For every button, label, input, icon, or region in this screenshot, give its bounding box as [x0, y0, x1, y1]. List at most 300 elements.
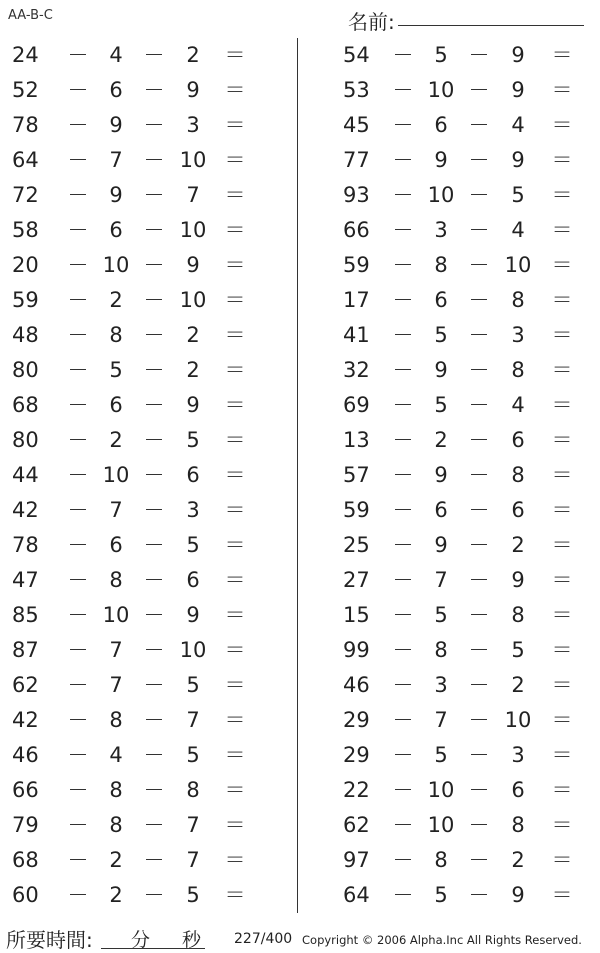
subtrahend-1: 2: [109, 428, 123, 452]
minus-sign: －: [468, 638, 490, 662]
minus-sign: －: [468, 253, 490, 277]
minuend: 59: [343, 253, 370, 277]
subtrahend-2: 2: [186, 358, 200, 382]
minus-sign: －: [67, 708, 89, 732]
equals-sign: ＝: [224, 673, 246, 697]
problem-row: [325, 843, 595, 878]
problem-row: [325, 808, 595, 843]
minus-sign: －: [67, 883, 89, 907]
minus-sign: －: [67, 498, 89, 522]
minuend: 64: [12, 148, 39, 172]
subtrahend-1: 9: [109, 183, 123, 207]
minus-sign: －: [468, 778, 490, 802]
minus-sign: －: [143, 848, 165, 872]
equals-sign: ＝: [551, 78, 573, 102]
minus-sign: －: [468, 113, 490, 137]
minus-sign: －: [392, 533, 414, 557]
minus-sign: －: [392, 183, 414, 207]
minus-sign: －: [392, 113, 414, 137]
minuend: 53: [343, 78, 370, 102]
name-field[interactable]: [398, 25, 584, 26]
minuend: 24: [12, 43, 39, 67]
subtrahend-2: 9: [511, 148, 525, 172]
minuend: 99: [343, 638, 370, 662]
minuend: 58: [12, 218, 39, 242]
minus-sign: －: [143, 393, 165, 417]
minus-sign: －: [143, 778, 165, 802]
subtrahend-2: 10: [504, 253, 532, 277]
column-divider: [297, 38, 298, 913]
subtrahend-1: 9: [434, 463, 448, 487]
minus-sign: －: [143, 358, 165, 382]
problem-row: [325, 143, 595, 178]
problem-row: [325, 738, 595, 773]
minus-sign: －: [392, 638, 414, 662]
subtrahend-2: 8: [186, 778, 200, 802]
problem-row: [325, 73, 595, 108]
minuend: 32: [343, 358, 370, 382]
problem-row: [0, 633, 270, 668]
problem-row: [325, 633, 595, 668]
equals-sign: ＝: [551, 673, 573, 697]
minus-sign: －: [143, 288, 165, 312]
subtrahend-1: 8: [434, 253, 448, 277]
minuend: 69: [343, 393, 370, 417]
subtrahend-1: 6: [109, 393, 123, 417]
problem-row: [0, 843, 270, 878]
minus-sign: －: [143, 428, 165, 452]
problem-row: [0, 458, 270, 493]
footer: [0, 924, 600, 952]
minus-sign: －: [67, 428, 89, 452]
subtrahend-1: 7: [109, 498, 123, 522]
equals-sign: ＝: [224, 743, 246, 767]
minus-sign: －: [67, 288, 89, 312]
minus-sign: －: [392, 883, 414, 907]
minuend: 78: [12, 533, 39, 557]
subtrahend-2: 7: [186, 708, 200, 732]
subtrahend-2: 6: [511, 428, 525, 452]
minuend: 29: [343, 743, 370, 767]
subtrahend-1: 7: [109, 673, 123, 697]
problem-column-left: [0, 38, 270, 913]
equals-sign: ＝: [551, 323, 573, 347]
minuend: 42: [12, 498, 39, 522]
subtrahend-1: 2: [434, 428, 448, 452]
minus-sign: －: [468, 533, 490, 557]
subtrahend-2: 5: [186, 743, 200, 767]
minuend: 20: [12, 253, 39, 277]
problem-row: [325, 773, 595, 808]
equals-sign: ＝: [551, 288, 573, 312]
problem-row: [325, 528, 595, 563]
problem-row: [325, 178, 595, 213]
minus-sign: －: [67, 323, 89, 347]
equals-sign: ＝: [551, 113, 573, 137]
minus-sign: －: [143, 183, 165, 207]
minuend: 60: [12, 883, 39, 907]
equals-sign: ＝: [551, 638, 573, 662]
equals-sign: ＝: [224, 78, 246, 102]
subtrahend-2: 9: [186, 393, 200, 417]
problem-row: [0, 703, 270, 738]
problem-row: [0, 353, 270, 388]
subtrahend-1: 10: [102, 463, 130, 487]
subtrahend-2: 10: [179, 638, 207, 662]
subtrahend-2: 6: [511, 498, 525, 522]
minuend: 46: [12, 743, 39, 767]
equals-sign: ＝: [551, 43, 573, 67]
problem-row: [0, 528, 270, 563]
equals-sign: ＝: [224, 848, 246, 872]
problem-row: [325, 38, 595, 73]
equals-sign: ＝: [551, 848, 573, 872]
minus-sign: －: [67, 778, 89, 802]
minus-sign: －: [392, 43, 414, 67]
minuend: 52: [12, 78, 39, 102]
minus-sign: －: [392, 848, 414, 872]
problem-row: [325, 388, 595, 423]
minus-sign: －: [67, 113, 89, 137]
problem-row: [325, 668, 595, 703]
problem-row: [0, 598, 270, 633]
subtrahend-1: 6: [434, 288, 448, 312]
minus-sign: －: [67, 813, 89, 837]
minus-sign: －: [143, 78, 165, 102]
subtrahend-2: 6: [511, 778, 525, 802]
minus-sign: －: [392, 743, 414, 767]
subtrahend-1: 9: [434, 148, 448, 172]
minuend: 57: [343, 463, 370, 487]
subtrahend-2: 7: [186, 813, 200, 837]
subtrahend-2: 8: [511, 358, 525, 382]
equals-sign: ＝: [224, 428, 246, 452]
minus-sign: －: [143, 148, 165, 172]
equals-sign: ＝: [224, 778, 246, 802]
minus-sign: －: [392, 673, 414, 697]
minus-sign: －: [143, 533, 165, 557]
equals-sign: ＝: [224, 148, 246, 172]
subtrahend-2: 5: [511, 638, 525, 662]
equals-sign: ＝: [224, 113, 246, 137]
minus-sign: －: [67, 568, 89, 592]
minus-sign: －: [468, 463, 490, 487]
minuend: 68: [12, 393, 39, 417]
problem-row: [0, 213, 270, 248]
equals-sign: ＝: [551, 218, 573, 242]
minus-sign: －: [67, 358, 89, 382]
problem-column-right: [325, 38, 595, 913]
subtrahend-2: 10: [179, 218, 207, 242]
subtrahend-1: 5: [109, 358, 123, 382]
minus-sign: －: [392, 603, 414, 627]
time-required-label: 所要時間:: [6, 928, 93, 952]
minuend: 27: [343, 568, 370, 592]
minuend: 77: [343, 148, 370, 172]
minuend: 62: [12, 673, 39, 697]
problem-row: [325, 318, 595, 353]
subtrahend-2: 9: [511, 568, 525, 592]
problem-row: [0, 73, 270, 108]
minuend: 59: [12, 288, 39, 312]
subtrahend-2: 4: [511, 218, 525, 242]
equals-sign: ＝: [551, 568, 573, 592]
subtrahend-2: 7: [186, 183, 200, 207]
subtrahend-2: 8: [511, 463, 525, 487]
equals-sign: ＝: [224, 288, 246, 312]
problem-row: [325, 353, 595, 388]
minus-sign: －: [392, 708, 414, 732]
minus-sign: －: [67, 603, 89, 627]
equals-sign: ＝: [224, 463, 246, 487]
subtrahend-1: 5: [434, 883, 448, 907]
minus-sign: －: [468, 848, 490, 872]
subtrahend-1: 10: [427, 183, 455, 207]
page-count: 227/400: [234, 931, 293, 947]
equals-sign: ＝: [224, 638, 246, 662]
minus-sign: －: [143, 743, 165, 767]
minus-sign: －: [67, 78, 89, 102]
subtrahend-2: 3: [186, 498, 200, 522]
problem-row: [325, 598, 595, 633]
equals-sign: ＝: [224, 253, 246, 277]
minus-sign: －: [143, 568, 165, 592]
problem-row: [325, 213, 595, 248]
subtrahend-1: 6: [434, 498, 448, 522]
problem-row: [325, 563, 595, 598]
equals-sign: ＝: [224, 43, 246, 67]
minus-sign: －: [67, 393, 89, 417]
minuend: 59: [343, 498, 370, 522]
subtrahend-1: 3: [434, 673, 448, 697]
problem-row: [0, 143, 270, 178]
problem-row: [0, 493, 270, 528]
minus-sign: －: [392, 218, 414, 242]
minus-sign: －: [468, 78, 490, 102]
minuend: 79: [12, 813, 39, 837]
minus-sign: －: [392, 428, 414, 452]
minus-sign: －: [392, 393, 414, 417]
subtrahend-2: 5: [186, 883, 200, 907]
minus-sign: －: [143, 883, 165, 907]
minuend: 48: [12, 323, 39, 347]
problem-row: [0, 563, 270, 598]
problem-row: [325, 493, 595, 528]
minuend: 72: [12, 183, 39, 207]
problem-row: [0, 248, 270, 283]
equals-sign: ＝: [551, 498, 573, 522]
minuend: 66: [343, 218, 370, 242]
problem-row: [0, 808, 270, 843]
minus-sign: －: [143, 673, 165, 697]
problem-row: [0, 773, 270, 808]
subtrahend-2: 6: [186, 463, 200, 487]
minus-sign: －: [468, 883, 490, 907]
subtrahend-2: 2: [186, 43, 200, 67]
equals-sign: ＝: [551, 813, 573, 837]
subtrahend-2: 9: [511, 883, 525, 907]
equals-sign: ＝: [551, 463, 573, 487]
problem-row: [0, 38, 270, 73]
subtrahend-1: 6: [109, 218, 123, 242]
subtrahend-2: 9: [186, 603, 200, 627]
subtrahend-1: 10: [427, 778, 455, 802]
minus-sign: －: [143, 638, 165, 662]
problem-row: [325, 423, 595, 458]
equals-sign: ＝: [224, 218, 246, 242]
equals-sign: ＝: [224, 568, 246, 592]
subtrahend-1: 6: [109, 533, 123, 557]
minus-sign: －: [143, 813, 165, 837]
minus-sign: －: [392, 78, 414, 102]
problem-row: [325, 283, 595, 318]
minus-sign: －: [67, 183, 89, 207]
problem-row: [0, 178, 270, 213]
minuend: 25: [343, 533, 370, 557]
equals-sign: ＝: [224, 498, 246, 522]
name-label: 名前:: [348, 10, 395, 34]
equals-sign: ＝: [224, 183, 246, 207]
minus-sign: －: [392, 463, 414, 487]
minus-sign: －: [143, 498, 165, 522]
problem-row: [0, 318, 270, 353]
subtrahend-1: 2: [109, 848, 123, 872]
minus-sign: －: [67, 218, 89, 242]
minus-sign: －: [67, 673, 89, 697]
minus-sign: －: [392, 813, 414, 837]
copyright-notice: Copyright © 2006 Alpha.Inc All Rights Reserved.: [302, 933, 582, 947]
subtrahend-1: 8: [434, 638, 448, 662]
subtrahend-1: 7: [109, 148, 123, 172]
problem-row: [325, 458, 595, 493]
subtrahend-2: 10: [504, 708, 532, 732]
minuend: 93: [343, 183, 370, 207]
minus-sign: －: [468, 183, 490, 207]
equals-sign: ＝: [551, 148, 573, 172]
minus-sign: －: [392, 288, 414, 312]
minus-sign: －: [468, 358, 490, 382]
minus-sign: －: [67, 463, 89, 487]
subtrahend-1: 5: [434, 323, 448, 347]
equals-sign: ＝: [224, 323, 246, 347]
minus-sign: －: [143, 708, 165, 732]
subtrahend-2: 10: [179, 148, 207, 172]
minuend: 68: [12, 848, 39, 872]
subtrahend-1: 7: [434, 708, 448, 732]
minus-sign: －: [468, 428, 490, 452]
minuend: 97: [343, 848, 370, 872]
minus-sign: －: [143, 113, 165, 137]
minus-sign: －: [468, 743, 490, 767]
problem-row: [0, 283, 270, 318]
minuend: 42: [12, 708, 39, 732]
equals-sign: ＝: [551, 778, 573, 802]
equals-sign: ＝: [551, 533, 573, 557]
subtrahend-2: 9: [511, 43, 525, 67]
equals-sign: ＝: [551, 883, 573, 907]
subtrahend-2: 8: [511, 288, 525, 312]
subtrahend-1: 7: [109, 638, 123, 662]
minuend: 46: [343, 673, 370, 697]
equals-sign: ＝: [224, 603, 246, 627]
equals-sign: ＝: [551, 743, 573, 767]
subtrahend-1: 2: [109, 883, 123, 907]
subtrahend-1: 10: [102, 253, 130, 277]
minus-sign: －: [468, 708, 490, 732]
subtrahend-1: 5: [434, 743, 448, 767]
subtrahend-2: 4: [511, 393, 525, 417]
minus-sign: －: [392, 253, 414, 277]
equals-sign: ＝: [551, 428, 573, 452]
minus-sign: －: [468, 218, 490, 242]
minus-sign: －: [143, 253, 165, 277]
minus-sign: －: [468, 323, 490, 347]
subtrahend-1: 10: [427, 78, 455, 102]
minus-sign: －: [468, 393, 490, 417]
equals-sign: ＝: [551, 393, 573, 417]
subtrahend-1: 4: [109, 743, 123, 767]
equals-sign: ＝: [551, 358, 573, 382]
subtrahend-1: 5: [434, 393, 448, 417]
equals-sign: ＝: [551, 603, 573, 627]
problem-row: [325, 703, 595, 738]
subtrahend-2: 2: [511, 848, 525, 872]
subtrahend-1: 4: [109, 43, 123, 67]
minuend: 15: [343, 603, 370, 627]
subtrahend-1: 9: [434, 533, 448, 557]
subtrahend-2: 3: [186, 113, 200, 137]
subtrahend-2: 5: [186, 533, 200, 557]
subtrahend-2: 5: [186, 673, 200, 697]
minus-sign: －: [468, 568, 490, 592]
subtrahend-2: 2: [186, 323, 200, 347]
subtrahend-1: 9: [434, 358, 448, 382]
problem-row: [0, 423, 270, 458]
minuend: 66: [12, 778, 39, 802]
subtrahend-2: 3: [511, 743, 525, 767]
subtrahend-1: 5: [434, 603, 448, 627]
equals-sign: ＝: [224, 358, 246, 382]
subtrahend-2: 5: [186, 428, 200, 452]
subtrahend-2: 2: [511, 673, 525, 697]
equals-sign: ＝: [551, 183, 573, 207]
minus-sign: －: [392, 568, 414, 592]
minuend: 78: [12, 113, 39, 137]
subtrahend-1: 10: [102, 603, 130, 627]
subtrahend-1: 8: [109, 568, 123, 592]
equals-sign: ＝: [224, 393, 246, 417]
minus-sign: －: [143, 463, 165, 487]
minus-sign: －: [67, 638, 89, 662]
minuend: 87: [12, 638, 39, 662]
equals-sign: ＝: [551, 708, 573, 732]
minus-sign: －: [392, 498, 414, 522]
equals-sign: ＝: [224, 813, 246, 837]
equals-sign: ＝: [224, 708, 246, 732]
minus-sign: －: [67, 43, 89, 67]
subtrahend-2: 8: [511, 813, 525, 837]
problem-row: [0, 668, 270, 703]
seconds-label: 秒: [182, 929, 202, 951]
minus-sign: －: [67, 848, 89, 872]
problem-row: [0, 108, 270, 143]
minus-sign: －: [468, 603, 490, 627]
minus-sign: －: [67, 148, 89, 172]
problem-row: [325, 248, 595, 283]
subtrahend-1: 6: [434, 113, 448, 137]
minus-sign: －: [67, 253, 89, 277]
minus-sign: －: [468, 673, 490, 697]
